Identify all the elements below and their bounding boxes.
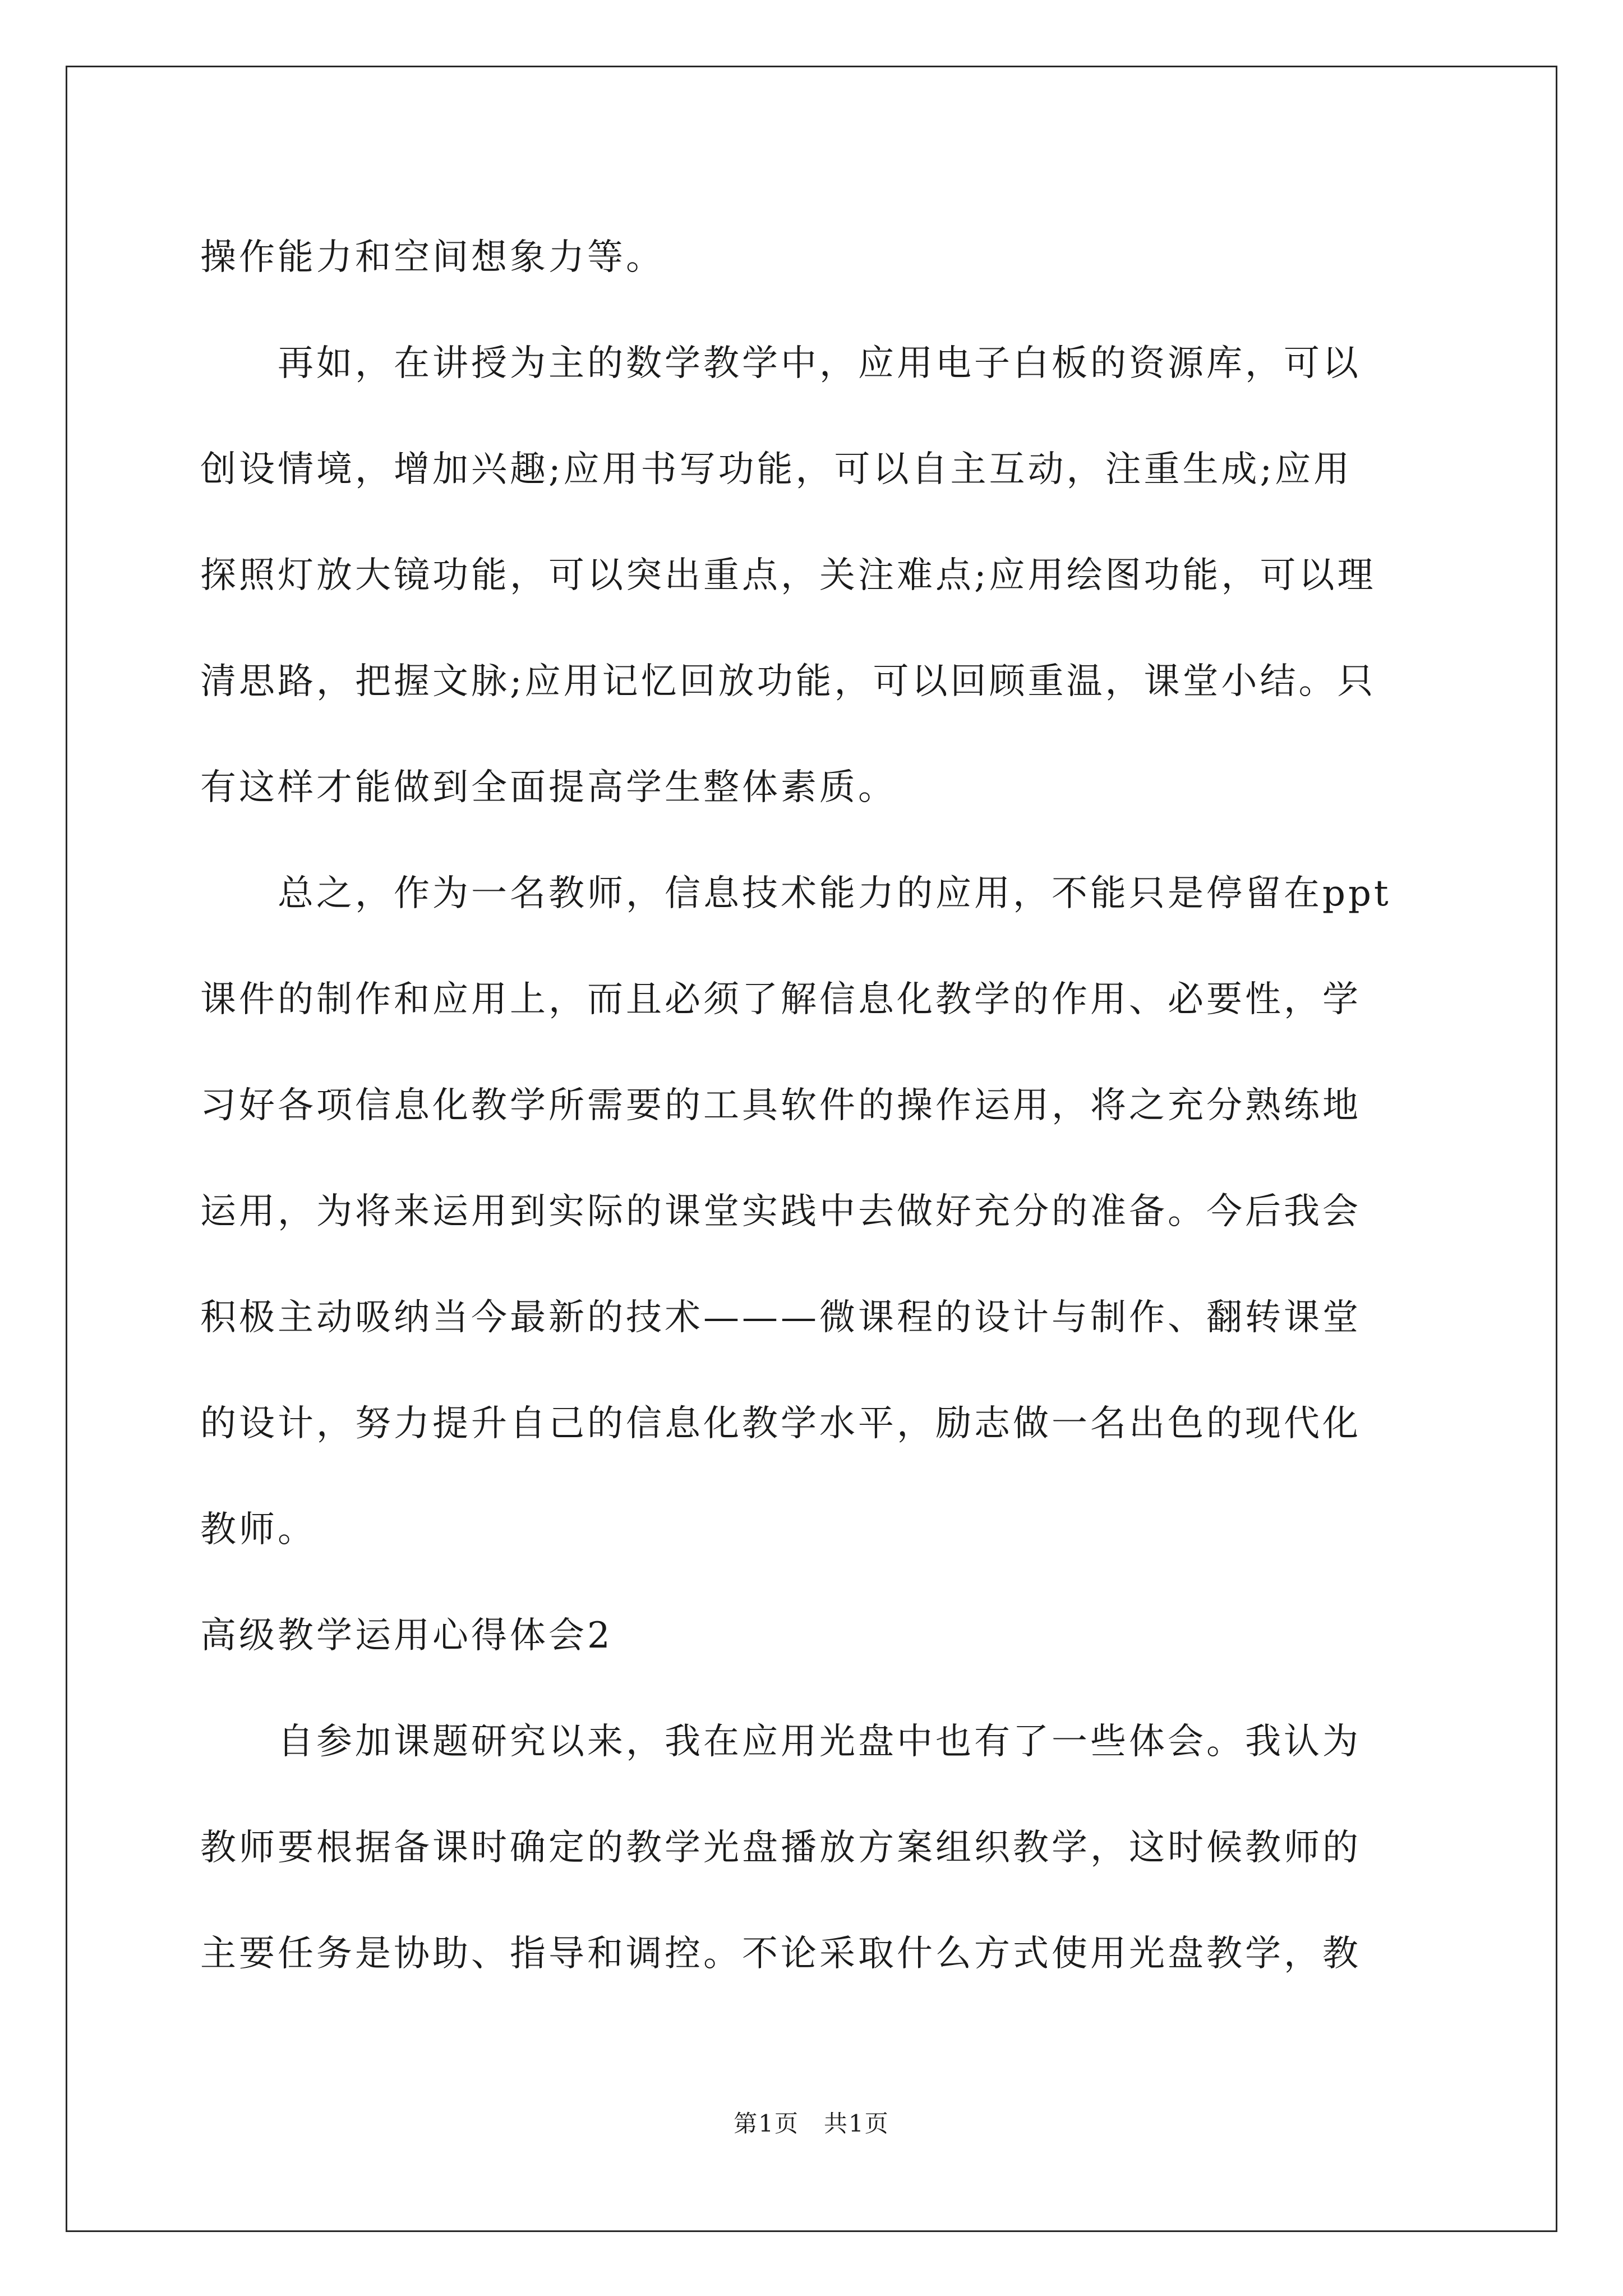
text-line: 课件的制作和应用上，而且必须了解信息化教学的作用、必要性，学 [200,979,1361,1020]
text-line: 教师要根据备课时确定的教学光盘播放方案组织教学，这时候教师的 [200,1827,1361,1869]
page-footer: 第1页 共1页 [734,2110,889,2137]
text-line: 创设情境，增加兴趣;应用书写功能，可以自主互动，注重生成;应用 [200,449,1353,490]
text-line: 积极主动吸纳当今最新的技术———微课程的设计与制作、翻转课堂 [200,1297,1361,1338]
text-line: 教师。 [200,1509,316,1550]
text-line: 运用，为将来运用到实际的课堂实践中去做好充分的准备。今后我会 [200,1191,1361,1232]
text-line: 自参加课题研究以来，我在应用光盘中也有了一些体会。我认为 [200,1721,1361,1763]
text-line: 有这样才能做到全面提高学生整体素质。 [200,767,897,808]
section-heading: 高级教学运用心得体会2 [200,1615,613,1657]
document-body [200,205,1428,2007]
text-line: 操作能力和空间想象力等。 [200,237,665,278]
text-line: 清思路，把握文脉;应用记忆回放功能，可以回顾重温，课堂小结。只 [200,661,1376,702]
text-line: 的设计，努力提升自己的信息化教学水平，励志做一名出色的现代化 [200,1403,1361,1444]
text-line: 探照灯放大镜功能，可以突出重点，关注难点;应用绘图功能，可以理 [200,555,1376,596]
text-line: 主要任务是协助、指导和调控。不论采取什么方式使用光盘教学，教 [200,1933,1361,1975]
text-line: 再如，在讲授为主的数学教学中，应用电子白板的资源库，可以 [200,343,1361,384]
text-line: 总之，作为一名教师，信息技术能力的应用，不能只是停留在ppt [200,873,1391,914]
text-line: 习好各项信息化教学所需要的工具软件的操作运用，将之充分熟练地 [200,1085,1361,1126]
